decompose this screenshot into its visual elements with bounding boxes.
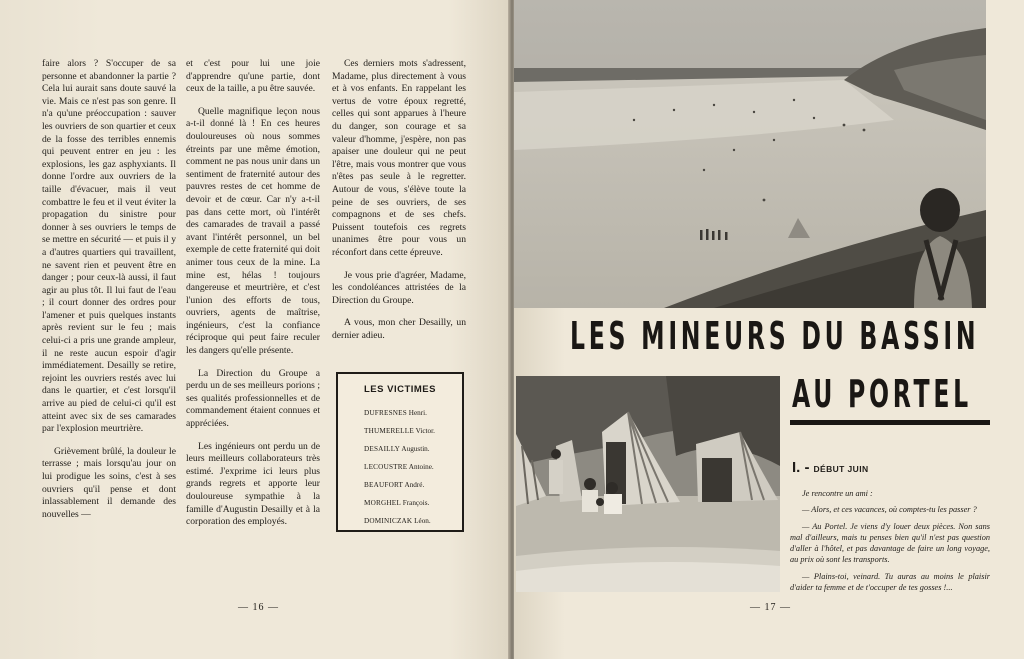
victim-name: MORGHEL François. [364, 499, 430, 507]
victim-name: LECOUSTRE Antoine. [364, 463, 434, 471]
paragraph: A vous, mon cher Desailly, un dernier adieu. [332, 317, 466, 341]
paragraph: et c'est pour lui une joie d'apprendre qu'une partie, dont ceux de la taille, a pu être sauvée. [186, 58, 320, 95]
paragraph: La Direction du Groupe a perdu un de ses meilleurs porions ; ses qualités professionnelles et de commandement étaient connues et appréciées. [186, 367, 320, 430]
beach-tents-family-photo [516, 376, 780, 592]
text-column-1 [42, 58, 176, 531]
victims-title: LES VICTIMES [364, 384, 436, 395]
page-number-left: — 16 — [238, 602, 279, 613]
section-title: DÉBUT JUIN [813, 464, 869, 474]
paragraph: faire alors ? S'occuper de sa personne et abandonner la partie ? Cela lui aurait sans doute sauvé la vie. Mais ce n'est pas son genre. Il n'a qu'une préoccupation : sauver les ouvriers de son quartier et ceux de la fosse des terribles ennemis qui peuvent entrer en jeu : les explosions, les gaz asphyxiants. Il donne l'ordre aux ouvriers de la taille d'évacuer, mais il veut combattre le feu et il veut éviter la propagation du sinistre pour donner à ses ouvriers le temps de se mettre en sécurité — et puis il y a d'autres quartiers qui travaillent, ne savent rien et peuvent être en danger ; pour ceux-là aussi, il faut agir au plus tôt. Il lui faut de l'eau ; il court donner des ordres pour l'amener et puis quelques instants après revient sur le feu ; mais celui-ci a pris une grande ampleur, il ne reste aucun espoir d'agir immédiatement. Desailly se retire, rejoint les ouvriers restés avec lui dans le quartier, et c'est lorsqu'il arrive au pied de celui-ci qu'il est atteint avec six de ses camarades par l'explosion meurtrière. [42, 58, 176, 435]
paragraph: — Plains-toi, veinard. Tu auras au moins le plaisir d'aider ta femme et de t'occuper de tes gosses !... [790, 571, 990, 593]
beach-panorama-photo [514, 0, 986, 308]
victim-name: DUFRESNES Henri. [364, 409, 427, 417]
victim-name: THUMERELLE Victor. [364, 427, 435, 435]
section-number: I. - [792, 459, 810, 476]
victim-name: DOMINICZAK Léon. [364, 517, 431, 525]
paragraph: Ces derniers mots s'adressent, Madame, plus directement à vous et à vos enfants. En rappelant les vertus de votre époux regretté, celles qui sont apparues à l'heure du danger, son courage et sa valeur d'homme, j'espère, non pas apaiser une douleur qui ne peut l'être, mais vous montrer que vous n'êtes pas seule à le regretter. Autour de vous, s'élève toute la peine de ses ouvriers, de ses compagnons et de ses chefs. Puissent toutefois ces regrets unanimes être pour vous un réconfort dans cette épreuve. [332, 58, 466, 258]
page-number-right: — 17 — [750, 602, 791, 613]
victims-box [336, 372, 464, 532]
paragraph: Grièvement brûlé, la douleur le terrasse ; mais lorsqu'au jour on lui prodigue les soins, c'est à ses ouvriers qu'il pense et dont inlassablement il demande des nouvelles — [42, 445, 176, 520]
paragraph: — Au Portel. Je viens d'y louer deux pièces. Non sans mal d'ailleurs, mais tu penses bien qu'il n'est pas question d'aller à l'hôtel, et pas davantage de faire un long voyage, au prix où sont les transports. [790, 521, 990, 565]
headline-line-1: LES MINEURS DU BASSIN [570, 314, 980, 358]
text-column-2 [186, 58, 320, 539]
text-column-3 [332, 58, 466, 352]
section-heading [792, 459, 869, 477]
paragraph: Quelle magnifique leçon nous a-t-il donné là ! En ces heures douloureuses où nous sommes étreints par une même émotion, comment ne pas nous unir dans un sentiment de fraternité autour des pauvres restes de cet homme de devoir et de cœur. Car n'y a-t-il pas dans cette mort, où l'intérêt des camarades de travail a passé avant l'intérêt personnel, un bel exemple de cette fraternité qui doit animer tous ceux de la mine. La mine est, hélas ! toujours dangereuse et meurtrière, et c'est l'union des efforts de tous, ouvriers, agents de maîtrise, ingénieurs, c'est la confiance réciproque qui peut faire reculer les dangers qu'elle présente. [186, 105, 320, 357]
victim-name: BEAUFORT André. [364, 481, 425, 489]
paragraph: Les ingénieurs ont perdu un de leurs meilleurs collaborateurs très estimé. J'exprime ici leurs plus grands regrets et apporte leur douloureuse sympathie à la famille d'Augustin Desailly et à la corporation des employés. [186, 440, 320, 528]
left-page [0, 0, 510, 659]
story-text [790, 488, 990, 598]
headline-line-2: AU PORTEL [792, 372, 972, 416]
paragraph: Je rencontre un ami : [802, 489, 873, 498]
victim-name: DESAILLY Augustin. [364, 445, 430, 453]
victims-list [348, 409, 452, 525]
headline-rule [790, 420, 990, 425]
paragraph: Je vous prie d'agréer, Madame, les condoléances attristées de la Direction du Groupe. [332, 269, 466, 306]
paragraph: — Alors, et ces vacances, où comptes-tu les passer ? [802, 505, 977, 515]
